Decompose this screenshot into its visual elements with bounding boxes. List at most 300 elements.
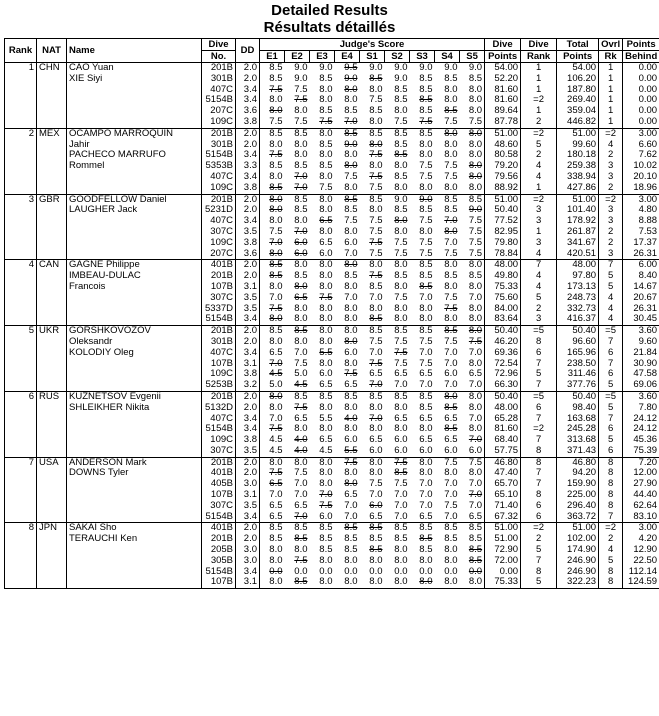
judge-score: 4.5 xyxy=(294,380,308,391)
dive-row xyxy=(5,216,659,227)
dive-rank: 2 xyxy=(521,117,557,128)
dive-number: 205B xyxy=(202,545,236,556)
dive-rank: 7 xyxy=(521,468,557,479)
team-rank xyxy=(5,501,37,512)
dive-points: 66.30 xyxy=(485,380,521,391)
total-points: 311.46 xyxy=(557,369,599,380)
judge-score: 7.5 xyxy=(460,249,485,260)
judge-score: 8.5 xyxy=(385,391,410,402)
judge-score: 7.5 xyxy=(419,248,433,259)
team-rank: 7 xyxy=(5,457,37,468)
col-e4: E4 xyxy=(335,51,360,63)
dive-row xyxy=(5,512,659,523)
dive-points: 75.60 xyxy=(485,293,521,304)
judge-score: 6.5 xyxy=(419,369,433,380)
judge-score: 8.0 xyxy=(319,150,333,161)
dive-points: 65.28 xyxy=(485,414,521,425)
points-behind: 12.00 xyxy=(623,468,659,479)
judge-score: 8.5 xyxy=(294,205,308,216)
judge-score: 7.0 xyxy=(419,479,433,490)
judge-score: 8.0 xyxy=(394,281,408,292)
points-behind: 4.80 xyxy=(623,205,659,216)
judge-score: 8.0 xyxy=(269,248,283,259)
team-rank xyxy=(5,106,37,117)
total-points: 98.40 xyxy=(557,403,599,414)
total-points: 246.90 xyxy=(557,567,599,578)
judge-score: 7.5 xyxy=(319,116,333,127)
dive-number: 405B xyxy=(202,479,236,490)
judge-score: 8.5 xyxy=(260,523,285,534)
judge-score: 8.0 xyxy=(269,314,283,325)
dive-rank: 2 xyxy=(521,150,557,161)
points-behind: 30.45 xyxy=(623,314,659,325)
judge-score: 8.0 xyxy=(319,84,333,95)
dive-rank: 7 xyxy=(521,260,557,271)
dive-number: 109C xyxy=(202,238,236,249)
dive-points: 67.32 xyxy=(485,512,521,523)
judge-score: 7.0 xyxy=(294,511,308,522)
total-points: 99.60 xyxy=(557,140,599,151)
dive-row xyxy=(5,63,659,74)
overall-rank: =2 xyxy=(599,128,623,139)
overall-rank: 4 xyxy=(599,545,623,556)
total-points: 238.50 xyxy=(557,359,599,370)
dive-number: 5154B xyxy=(202,424,236,435)
judge-score: 8.5 xyxy=(419,84,433,95)
points-behind: 112.14 xyxy=(623,567,659,578)
judge-score: 7.5 xyxy=(394,248,408,259)
dive-row xyxy=(5,369,659,380)
judge-score: 6.5 xyxy=(319,216,333,227)
dive-row xyxy=(5,304,659,315)
judge-score: 8.0 xyxy=(294,314,308,325)
dive-points: 81.60 xyxy=(485,95,521,106)
dive-rank: 8 xyxy=(521,446,557,457)
team-rank: 8 xyxy=(5,523,37,534)
judge-score: 7.5 xyxy=(369,336,383,347)
team-nat xyxy=(37,304,67,315)
points-behind: 0.00 xyxy=(623,117,659,128)
total-points: 51.00 xyxy=(557,128,599,139)
team-nat: GBR xyxy=(37,194,67,205)
dive-number: 407C xyxy=(202,172,236,183)
overall-rank: 7 xyxy=(599,359,623,370)
dive-points: 79.20 xyxy=(485,161,521,172)
dive-rank: 5 xyxy=(521,293,557,304)
team-nat xyxy=(37,249,67,260)
dive-points: 72.54 xyxy=(485,359,521,370)
overall-rank: 2 xyxy=(599,238,623,249)
team-nat xyxy=(37,271,67,282)
judge-score: 7.5 xyxy=(419,237,433,248)
points-behind: 3.00 xyxy=(623,523,659,534)
points-behind: 24.12 xyxy=(623,414,659,425)
team-nat: RUS xyxy=(37,391,67,402)
dive-number: 201B xyxy=(202,326,236,337)
dive-points: 57.75 xyxy=(485,446,521,457)
team-rank xyxy=(5,435,37,446)
judge-score: 8.0 xyxy=(319,358,333,369)
team-rank xyxy=(5,403,37,414)
team-rank xyxy=(5,271,37,282)
dive-number: 107B xyxy=(202,490,236,501)
total-points: 248.73 xyxy=(557,293,599,304)
judge-score: 7.5 xyxy=(269,150,283,161)
dive-row xyxy=(5,435,659,446)
judge-score: 5.0 xyxy=(269,380,283,391)
points-behind: 47.58 xyxy=(623,369,659,380)
judge-score: 6.5 xyxy=(369,369,383,380)
dive-points: 65.70 xyxy=(485,479,521,490)
overall-rank: 7 xyxy=(599,512,623,523)
judge-score: 8.0 xyxy=(310,457,335,468)
judge-score: 8.5 xyxy=(285,577,310,588)
dive-rank: 3 xyxy=(521,314,557,325)
points-behind: 10.02 xyxy=(623,161,659,172)
overall-rank: 2 xyxy=(599,227,623,238)
judge-score: 8.0 xyxy=(294,281,308,292)
team-nat xyxy=(37,74,67,85)
judge-score: 8.0 xyxy=(269,545,283,556)
dive-number: 307C xyxy=(202,446,236,457)
col-dive: Dive xyxy=(202,39,236,51)
judge-score: 8.0 xyxy=(385,260,410,271)
judge-score: 8.5 xyxy=(460,271,485,282)
judge-score: 8.5 xyxy=(444,205,458,216)
judge-score: 8.0 xyxy=(269,555,283,566)
judge-score: 9.0 xyxy=(410,194,435,205)
dive-rank: 4 xyxy=(521,161,557,172)
judge-score: 8.0 xyxy=(269,336,283,347)
dive-points: 48.00 xyxy=(485,403,521,414)
dive-number: 109C xyxy=(202,117,236,128)
team-rank xyxy=(5,369,37,380)
degree-of-difficulty: 3.8 xyxy=(236,435,260,446)
judge-score: 5.5 xyxy=(344,445,358,456)
judge-score: 8.5 xyxy=(344,106,358,117)
total-points: 51.00 xyxy=(557,523,599,534)
judge-score: 8.0 xyxy=(294,106,308,117)
degree-of-difficulty: 3.5 xyxy=(236,501,260,512)
judge-score: 8.5 xyxy=(335,194,360,205)
judge-score: 0.0 xyxy=(394,566,408,577)
judge-score: 8.0 xyxy=(460,128,485,139)
judge-score: 7.0 xyxy=(369,413,383,424)
dive-points: 54.00 xyxy=(485,63,521,74)
dive-row xyxy=(5,391,659,402)
col-s2: S2 xyxy=(385,51,410,63)
dive-rank: =2 xyxy=(521,523,557,534)
judge-score: 7.0 xyxy=(294,490,308,501)
dive-number: 5154B xyxy=(202,567,236,578)
dive-rank: 1 xyxy=(521,85,557,96)
dive-points: 83.64 xyxy=(485,314,521,325)
points-behind: 44.40 xyxy=(623,490,659,501)
athlete-name: OCAMPO MARROQUIN xyxy=(67,128,202,139)
judge-score: 7.0 xyxy=(369,347,383,358)
judge-score: 8.5 xyxy=(310,523,335,534)
team-nat: UKR xyxy=(37,326,67,337)
athlete-name xyxy=(67,435,202,446)
dive-rank: 7 xyxy=(521,380,557,391)
judge-score: 0.0 xyxy=(444,566,458,577)
degree-of-difficulty: 3.1 xyxy=(236,359,260,370)
judge-score: 8.0 xyxy=(369,84,383,95)
judge-score: 8.0 xyxy=(444,150,458,161)
degree-of-difficulty: 3.2 xyxy=(236,380,260,391)
athlete-name xyxy=(67,216,202,227)
judge-score: 8.0 xyxy=(319,314,333,325)
total-points: 363.72 xyxy=(557,512,599,523)
judge-score: 7.0 xyxy=(460,490,485,501)
team-rank xyxy=(5,337,37,348)
overall-rank: 3 xyxy=(599,216,623,227)
judge-score: 7.5 xyxy=(460,227,485,238)
athlete-name xyxy=(67,556,202,567)
dive-points: 78.84 xyxy=(485,249,521,260)
dive-number: 107B xyxy=(202,282,236,293)
judge-score: 8.0 xyxy=(344,95,358,106)
athlete-name xyxy=(67,227,202,238)
dive-number: 201B xyxy=(202,271,236,282)
judge-score: 7.5 xyxy=(394,292,408,303)
athlete-name xyxy=(67,414,202,425)
col-dd: DD xyxy=(236,39,260,63)
judge-score: 8.5 xyxy=(269,182,283,193)
overall-rank: 8 xyxy=(599,501,623,512)
judge-score: 8.0 xyxy=(360,260,385,271)
dive-row xyxy=(5,314,659,325)
team-rank xyxy=(5,282,37,293)
judge-score: 8.0 xyxy=(344,303,358,314)
dive-points: 46.80 xyxy=(485,457,521,468)
judge-score: 8.0 xyxy=(444,468,458,479)
overall-rank: 5 xyxy=(599,556,623,567)
judge-score: 8.0 xyxy=(260,391,285,402)
dive-rank: 7 xyxy=(521,359,557,370)
overall-rank: 3 xyxy=(599,172,623,183)
dive-row xyxy=(5,468,659,479)
judge-score: 4.0 xyxy=(344,413,358,424)
judge-score: 7.0 xyxy=(419,490,433,501)
judge-score: 8.0 xyxy=(460,85,485,96)
dive-row xyxy=(5,479,659,490)
team-rank xyxy=(5,172,37,183)
overall-rank: 3 xyxy=(599,249,623,260)
judge-score: 8.5 xyxy=(394,468,408,479)
dive-row xyxy=(5,380,659,391)
judge-score: 8.0 xyxy=(269,205,283,216)
dive-row xyxy=(5,205,659,216)
points-behind: 9.60 xyxy=(623,337,659,348)
degree-of-difficulty: 3.0 xyxy=(236,545,260,556)
col-nat: NAT xyxy=(37,39,67,63)
overall-rank: 4 xyxy=(599,140,623,151)
results-table xyxy=(4,38,659,589)
judge-score: 7.0 xyxy=(444,347,458,358)
judge-score: 8.0 xyxy=(444,139,458,150)
dive-row xyxy=(5,161,659,172)
judge-score: 8.0 xyxy=(419,150,433,161)
points-behind: 8.40 xyxy=(623,271,659,282)
col-total-2: Points xyxy=(557,51,599,63)
judge-score: 7.5 xyxy=(444,171,458,182)
judge-score: 6.5 xyxy=(419,435,433,446)
judge-score: 7.5 xyxy=(294,358,308,369)
judge-score: 6.5 xyxy=(269,479,283,490)
judge-score: 8.0 xyxy=(435,391,460,402)
degree-of-difficulty: 3.4 xyxy=(236,512,260,523)
dive-number: 407C xyxy=(202,414,236,425)
dive-row xyxy=(5,106,659,117)
points-behind: 62.64 xyxy=(623,501,659,512)
judge-score: 8.0 xyxy=(310,260,335,271)
judge-score: 8.0 xyxy=(460,95,485,106)
team-nat xyxy=(37,567,67,578)
team-rank xyxy=(5,380,37,391)
athlete-name: SAKAI Sho xyxy=(67,523,202,534)
judge-score: 8.5 xyxy=(394,271,408,282)
judge-score: 8.0 xyxy=(460,161,485,172)
col-e1: E1 xyxy=(260,51,285,63)
overall-rank: 4 xyxy=(599,293,623,304)
athlete-name xyxy=(67,183,202,194)
degree-of-difficulty: 3.4 xyxy=(236,348,260,359)
points-behind: 14.67 xyxy=(623,282,659,293)
judge-score: 7.0 xyxy=(394,500,408,511)
judge-score: 8.0 xyxy=(344,150,358,161)
dive-points: 49.80 xyxy=(485,271,521,282)
dive-points: 77.52 xyxy=(485,216,521,227)
athlete-name: DOWNS Tyler xyxy=(67,468,202,479)
dive-rank: 6 xyxy=(521,512,557,523)
judge-score: 8.0 xyxy=(394,216,408,227)
dive-row xyxy=(5,140,659,151)
dive-row xyxy=(5,501,659,512)
team-rank: 5 xyxy=(5,326,37,337)
team-rank xyxy=(5,95,37,106)
judge-score: 8.5 xyxy=(444,73,458,84)
team-rank xyxy=(5,227,37,238)
dive-row xyxy=(5,556,659,567)
overall-rank: 5 xyxy=(599,282,623,293)
judge-score: 8.0 xyxy=(319,171,333,182)
team-rank xyxy=(5,545,37,556)
judge-score: 0.0 xyxy=(269,566,283,577)
judge-score: 7.5 xyxy=(394,358,408,369)
judge-score: 7.0 xyxy=(460,501,485,512)
judge-score: 8.5 xyxy=(369,314,383,325)
overall-rank: 1 xyxy=(599,74,623,85)
judge-score: 9.0 xyxy=(435,63,460,74)
team-nat xyxy=(37,424,67,435)
total-points: 102.00 xyxy=(557,534,599,545)
team-rank xyxy=(5,249,37,260)
judge-score: 0.0 xyxy=(460,567,485,578)
athlete-name: LAUGHER Jack xyxy=(67,205,202,216)
total-points: 313.68 xyxy=(557,435,599,446)
dive-row xyxy=(5,545,659,556)
judge-score: 0.0 xyxy=(319,566,333,577)
judge-score: 6.5 xyxy=(444,413,458,424)
team-rank xyxy=(5,304,37,315)
judge-score: 8.5 xyxy=(410,260,435,271)
judge-score: 7.5 xyxy=(419,161,433,172)
judge-score: 4.0 xyxy=(294,435,308,446)
athlete-name xyxy=(67,304,202,315)
dive-rank: 3 xyxy=(521,205,557,216)
dive-number: 201B xyxy=(202,63,236,74)
judge-score: 6.0 xyxy=(294,248,308,259)
points-behind: 20.67 xyxy=(623,293,659,304)
athlete-name xyxy=(67,501,202,512)
judge-score: 7.0 xyxy=(460,348,485,359)
dive-rank: 1 xyxy=(521,227,557,238)
degree-of-difficulty: 3.1 xyxy=(236,490,260,501)
judge-score: 7.0 xyxy=(319,490,333,501)
judge-score: 7.5 xyxy=(294,402,308,413)
judge-score: 8.5 xyxy=(394,205,408,216)
total-points: 50.40 xyxy=(557,391,599,402)
dive-row xyxy=(5,85,659,96)
judge-score: 8.0 xyxy=(460,150,485,161)
team-rank xyxy=(5,534,37,545)
judge-score: 8.0 xyxy=(310,194,335,205)
judge-score: 8.0 xyxy=(260,577,285,588)
points-behind: 26.31 xyxy=(623,249,659,260)
dive-number: 301B xyxy=(202,74,236,85)
total-points: 338.94 xyxy=(557,172,599,183)
athlete-name xyxy=(67,314,202,325)
overall-rank: 5 xyxy=(599,435,623,446)
total-points: 180.18 xyxy=(557,150,599,161)
degree-of-difficulty: 3.4 xyxy=(236,95,260,106)
judge-score: 8.5 xyxy=(260,260,285,271)
points-behind: 24.12 xyxy=(623,424,659,435)
judge-score: 8.5 xyxy=(460,523,485,534)
dive-rank: 4 xyxy=(521,282,557,293)
dive-number: 307C xyxy=(202,501,236,512)
judge-score: 4.5 xyxy=(269,369,283,380)
judge-score: 8.5 xyxy=(435,326,460,337)
judge-score: 7.0 xyxy=(344,511,358,522)
judge-score: 8.5 xyxy=(369,545,383,556)
dive-row xyxy=(5,446,659,457)
points-behind: 69.06 xyxy=(623,380,659,391)
points-behind: 0.00 xyxy=(623,95,659,106)
judge-score: 8.0 xyxy=(444,281,458,292)
athlete-name: KUZNETSOV Evgenii xyxy=(67,391,202,402)
judge-score: 7.5 xyxy=(269,468,283,479)
judge-score: 8.5 xyxy=(285,194,310,205)
judge-score: 9.0 xyxy=(294,73,308,84)
judge-score: 9.0 xyxy=(344,139,358,150)
team-nat xyxy=(37,468,67,479)
judge-score: 7.0 xyxy=(294,182,308,193)
points-behind: 20.10 xyxy=(623,172,659,183)
dive-points: 50.40 xyxy=(485,326,521,337)
judge-score: 8.0 xyxy=(394,424,408,435)
judge-score: 8.0 xyxy=(419,182,433,193)
team-rank xyxy=(5,314,37,325)
judge-score: 7.5 xyxy=(444,116,458,127)
points-behind: 6.00 xyxy=(623,260,659,271)
judge-score: 7.0 xyxy=(460,435,485,446)
dive-row xyxy=(5,523,659,534)
team-nat xyxy=(37,150,67,161)
team-nat: MEX xyxy=(37,128,67,139)
team-nat xyxy=(37,501,67,512)
